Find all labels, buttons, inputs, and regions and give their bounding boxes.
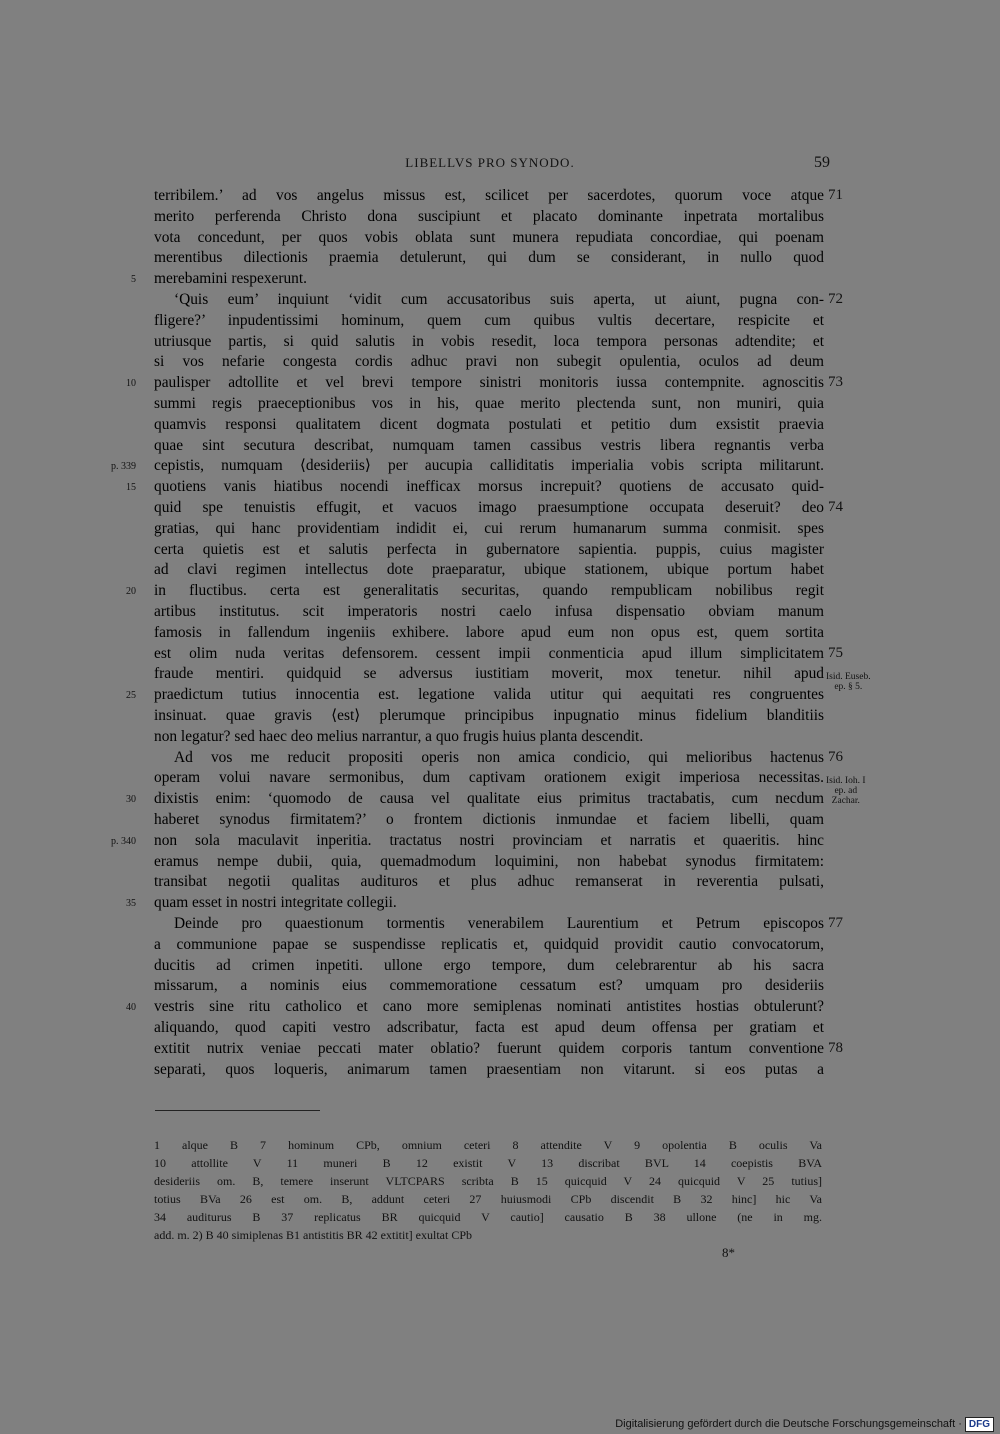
text-line: quamvis responsi qualitatem dicent dogmata postulati et petitio dum exsistit praevia — [154, 415, 824, 433]
text-line: in fluctibus. certa est generalitatis securitas, quando rempublicam nobilibus regit — [154, 582, 824, 600]
text-line: quam esset in nostri integritate collegii. — [154, 894, 397, 912]
text-line: ducitis ad crimen inpetiti. ullone ergo tempore, dum celebrarentur ab his sacra — [154, 956, 824, 974]
section-number: 71 — [828, 187, 843, 203]
text-line: utriusque partis, si quid salutis in vobis resedit, loca tempora personas adtendite; et — [154, 332, 824, 350]
line-number: p. 340 — [111, 835, 136, 847]
text-line: haberet synodus firmitatem?’ o frontem dictionis inmundae et faciem libelli, quam — [154, 811, 824, 828]
footnote-rule — [155, 1110, 320, 1111]
line-number: p. 339 — [111, 461, 136, 473]
section-number: 75 — [828, 644, 843, 661]
page-number: 59 — [814, 154, 830, 171]
text-line: insinuat. quae gravis ⟨est⟩ plerumque principibus inpugnatio minus fidelium blanditiis — [154, 707, 824, 724]
text-line: famosis in fallendum ingeniis exhibere. labore apud eum non opus est, quem sortita — [154, 623, 824, 641]
text-line: a communione papae se suspendisse replicatis et, quidquid providit cautio convocatorum, — [154, 935, 824, 953]
footnote-line: 10 attollite V 11 muneri B 12 existit V 13 discribat BVL 14 coepistis BVA — [154, 1156, 822, 1170]
text-line: quae sint secutura describat, numquam tamen cassibus vestris libera regnantis verba — [154, 436, 824, 454]
text-line: non sola maculavit inperitia. tractatus nostri provinciam et narratis et quaeritis. hinc — [154, 831, 824, 849]
text-line: merentibus dilectionis praemia detulerunt, qui dum se considerant, in nullo quod — [154, 249, 824, 267]
margin-note: Isid. Euseb. ep. § 5. — [826, 672, 871, 692]
section-number: 78 — [828, 1039, 843, 1056]
line-number: 10 — [126, 378, 136, 390]
line-number: 5 — [131, 274, 136, 286]
text-line: cepistis, numquam ⟨desideriis⟩ per aucupia calliditatis imperialia vobis scripta militarunt. — [154, 457, 824, 475]
funding-credit — [615, 1416, 994, 1432]
text-line: dixistis enim: ‘quomodo de causa vel qualitate eius primitus tractabatis, cum necdum — [154, 790, 824, 808]
text-line: gratias, qui hanc providentiam indidit ei, cui rerum humanarum summa conmisit. spes — [154, 519, 824, 537]
line-number: 20 — [126, 586, 136, 598]
text-line: quid spe tenuistis effugit, et vacuos imago praesumptione occupata deseruit? deo — [154, 499, 824, 516]
text-line: certa quietis est et salutis perfecta in gubernatore sapientia. puppis, cuius magister — [154, 540, 824, 558]
line-number: 25 — [126, 690, 136, 702]
text-line: paulisper adtollite et vel brevi tempore sinistri monitoris iussa contempnite. agnoscitis — [154, 374, 824, 392]
text-line: ‘Quis eum’ inquiunt ‘vidit cum accusatoribus suis aperta, ut aiunt, pugna con- — [174, 291, 824, 308]
text-line: summi regis praeceptionibus vos in his, quae merito plectenda sunt, non muniri, quia — [154, 395, 824, 412]
text-line: si vos nefarie congesta cordis adhuc pravi non subegit opulentia, oculos ad deum — [154, 353, 824, 371]
line-number: 40 — [126, 1002, 136, 1014]
credit-text: Digitalisierung gefördert durch die Deutsche Forschungsgemeinschaft · — [615, 1418, 962, 1430]
text-line: terribilem.’ ad vos angelus missus est, scilicet per sacerdotes, quorum voce atque — [154, 187, 824, 204]
text-line: fligere?’ inpudentissimi hominum, quem cum quibus vultis decertare, respicite et — [154, 311, 824, 329]
section-number: 77 — [828, 915, 843, 931]
footnote-line: desideriis om. B, temere inserunt VLTCPARS scribta B 15 quicquid V 24 quicquid V 25 tutius] — [154, 1174, 822, 1188]
text-line: operam volui navare sermonibus, dum captivam orationem exigit imperiosa necessitas. — [154, 769, 824, 787]
text-line: extitit nutrix veniae peccati mater oblatio? fuerunt quidem corporis tantum conventione — [154, 1039, 824, 1057]
footnote-line: 1 alque B 7 hominum CPb, omnium ceteri 8 attendite V 9 opolentia B oculis Va — [154, 1138, 822, 1152]
dfg-logo-icon: DFG — [965, 1417, 994, 1432]
line-number: 30 — [126, 794, 136, 806]
text-line: transibat negotii qualitas audituros et plus adhuc remanserat in reverentia pulsati, — [154, 873, 824, 891]
section-number: 76 — [828, 748, 843, 765]
text-line: Deinde pro quaestionum tormentis venerabilem Laurentium et Petrum episcopos — [174, 915, 824, 932]
footnote-line: 34 auditurus B 37 replicatus BR quicquid V cautio] causatio B 38 ullone (ne in mg. — [154, 1210, 822, 1224]
signature-mark: 8* — [722, 1245, 735, 1260]
text-line: fraude mentiri. quidquid se adversus iustitiam moverit, mox tenetur. nihil apud — [154, 665, 824, 683]
text-line: praedictum tutius innocentia est. legatione valida utitur qui aequitati res congruentes — [154, 686, 824, 704]
text-line: vestris sine ritu catholico et cano more semiplenas nominati antistites hostias obtulerunt? — [154, 998, 824, 1016]
text-line: non legatur? sed haec deo melius narrantur, a quo frugis huius planta descendit. — [154, 727, 644, 745]
text-line: missarum, a nominis eius commemoratione cessatum est? umquam pro desideriis — [154, 977, 824, 995]
section-number: 74 — [828, 499, 843, 515]
text-line: aliquando, quod capiti vestro adscribatur, facta est apud deum offensa per gratiam et — [154, 1019, 824, 1036]
footnote-line: add. m. 2) B 40 simiplenas B1 antistitis BR 42 extitit] exultat CPb — [154, 1228, 472, 1242]
text-line: est olim nuda veritas defensorem. cessent impii conmenticia apud illum simplicitatem — [154, 644, 824, 662]
margin-note: Isid. Ioh. I ep. ad Zachar. — [826, 776, 866, 806]
text-line: Ad vos me reducit propositi operis non amica condicio, qui melioribus hactenus — [174, 748, 824, 766]
section-number: 73 — [828, 374, 843, 391]
text-line: vota concedunt, per quos vobis oblata sunt munera repudiata concordiae, qui poenam — [154, 228, 824, 246]
text-line: merito perferenda Christo dona suscipiunt et placato dominante inpetrata mortalibus — [154, 207, 824, 225]
text-line: separati, quos loqueris, animarum tamen praesentiam non vitarunt. si eos putas a — [154, 1060, 824, 1078]
text-line: merebamini respexerunt. — [154, 270, 307, 288]
text-line: eramus nempe dubii, quia, quemadmodum loquimini, non habebat synodus firmitatem: — [154, 852, 824, 870]
section-number: 72 — [828, 291, 843, 307]
text-line: quotiens vanis hiatibus nocendi inefficax morsus increpuit? quotiens de accusato quid- — [154, 478, 824, 496]
line-number: 35 — [126, 898, 136, 910]
footnote-line: totius BVa 26 est om. B, addunt ceteri 27 huiusmodi CPb discendit B 32 hinc] hic Va — [154, 1192, 822, 1206]
running-header: LIBELLVS PRO SYNODO. — [405, 155, 575, 170]
text-line: artibus institutus. scit imperatoris nostri caelo infusa dispensatio obviam manum — [154, 603, 824, 620]
line-number: 15 — [126, 482, 136, 494]
text-line: ad clavi regimen intellectus dote praeparatur, ubique stationem, ubique portum habet — [154, 561, 824, 579]
